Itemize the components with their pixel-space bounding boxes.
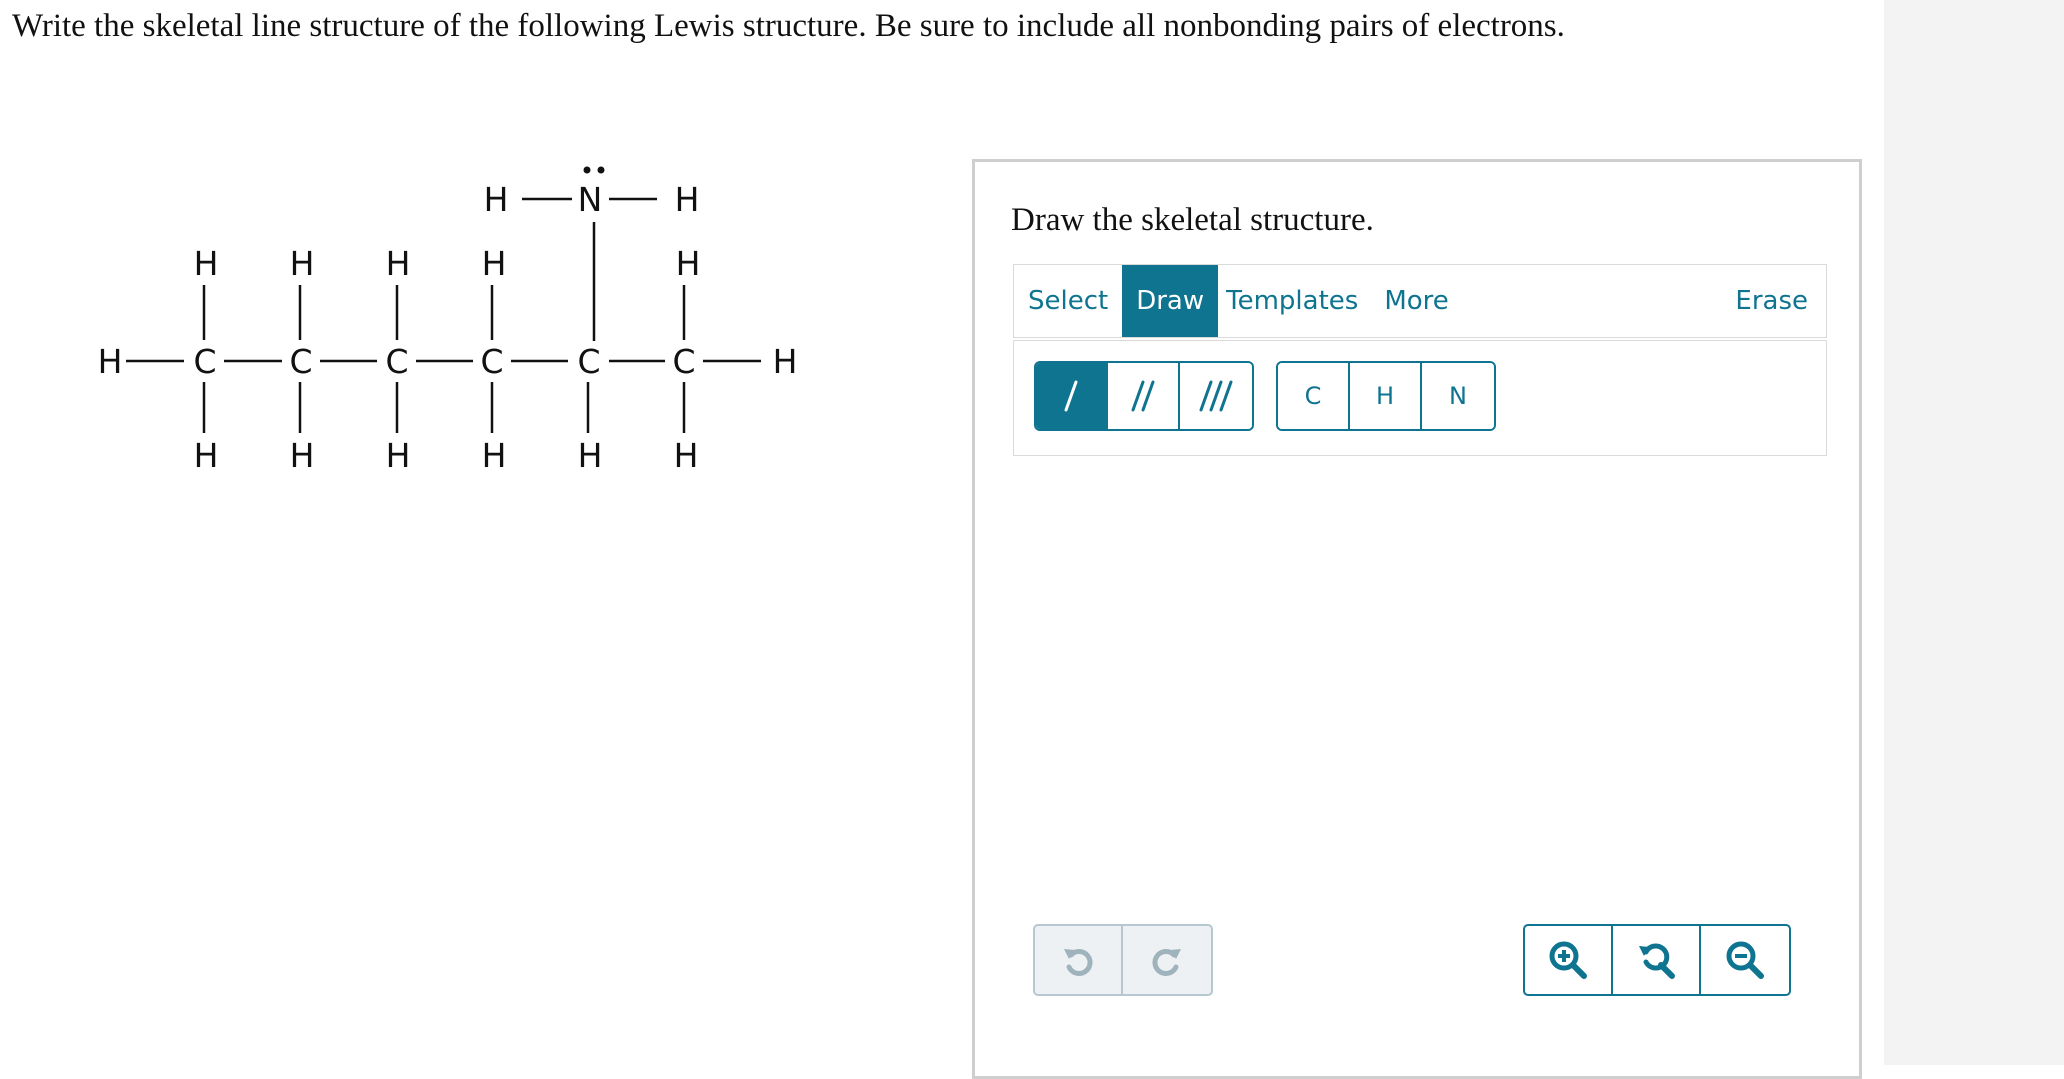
lone-pair-dot <box>584 167 591 174</box>
atom-h: H <box>193 244 219 283</box>
atom-c: C <box>577 342 601 381</box>
draw-tab[interactable]: Draw <box>1122 265 1218 337</box>
atom-h: H <box>289 244 315 283</box>
undo-button[interactable] <box>1035 926 1123 994</box>
templates-tab[interactable]: Templates <box>1226 286 1359 316</box>
atom-h: H <box>673 436 699 475</box>
zoom-out-icon <box>1723 938 1767 982</box>
atom-h: H <box>674 180 700 219</box>
atom-c-button[interactable]: C <box>1278 363 1350 429</box>
more-tab[interactable]: More <box>1384 286 1449 316</box>
undo-icon <box>1058 940 1098 980</box>
double-bond-icon <box>1125 376 1161 416</box>
atom-h: H <box>97 342 123 381</box>
question-text: Write the skeletal line structure of the following Lewis structure. Be sure to include all nonbonding pairs of electrons. <box>12 8 1565 44</box>
zoom-reset-button[interactable] <box>1613 926 1701 994</box>
bond-tools <box>1034 361 1254 431</box>
atom-h: H <box>483 180 509 219</box>
drawing-panel <box>972 159 1862 1079</box>
toolbar-spacer <box>1463 265 1722 337</box>
double-bond-button[interactable] <box>1108 363 1180 429</box>
panel-title: Draw the skeletal structure. <box>1011 202 1374 238</box>
atom-c: C <box>289 342 313 381</box>
zoom-out-button[interactable] <box>1701 926 1789 994</box>
atom-c: C <box>385 342 409 381</box>
zoom-controls <box>1523 924 1791 996</box>
select-tab[interactable]: Select <box>1028 286 1109 316</box>
page-gutter <box>1884 0 2064 1065</box>
single-bond-icon <box>1056 376 1086 416</box>
atom-c: C <box>480 342 504 381</box>
atom-h: H <box>481 436 507 475</box>
single-bond-button[interactable] <box>1036 363 1108 429</box>
editor-toolbar <box>1013 264 1827 338</box>
atom-n-button[interactable]: N <box>1422 363 1494 429</box>
redo-button[interactable] <box>1123 926 1211 994</box>
lone-pair-dot <box>598 167 605 174</box>
lewis-structure <box>90 160 810 490</box>
atom-h: H <box>289 436 315 475</box>
atom-h: H <box>772 342 798 381</box>
atom-c: C <box>193 342 217 381</box>
atom-h: H <box>193 436 219 475</box>
atom-h: H <box>385 244 411 283</box>
zoom-in-icon <box>1546 938 1590 982</box>
history-controls <box>1033 924 1213 996</box>
atom-h: H <box>577 436 603 475</box>
atom-h: H <box>385 436 411 475</box>
atom-h: H <box>675 244 701 283</box>
triple-bond-icon <box>1195 376 1237 416</box>
atom-n: N <box>577 180 603 219</box>
triple-bond-button[interactable] <box>1180 363 1252 429</box>
redo-icon <box>1147 940 1187 980</box>
atom-h: H <box>481 244 507 283</box>
atom-c: C <box>672 342 696 381</box>
atom-tools <box>1276 361 1496 431</box>
zoom-reset-icon <box>1634 938 1678 982</box>
atom-h-button[interactable]: H <box>1350 363 1422 429</box>
zoom-in-button[interactable] <box>1525 926 1613 994</box>
draw-tool-row <box>1013 340 1827 456</box>
erase-button[interactable]: Erase <box>1735 286 1808 316</box>
